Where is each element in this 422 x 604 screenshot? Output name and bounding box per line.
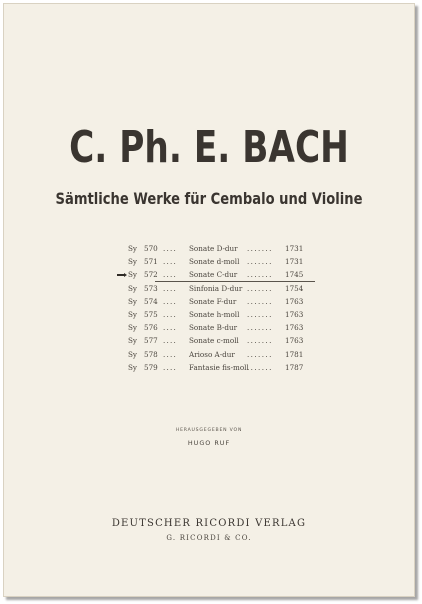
leader-dots: ....... (247, 349, 273, 359)
work-number: 577 (144, 336, 158, 346)
work-prefix: Sy (128, 296, 137, 306)
work-title: Sonate C-dur (189, 270, 238, 280)
work-row (125, 308, 315, 321)
work-title: Fantasie fis-moll (189, 362, 249, 372)
publisher-subtitle: G. RICORDI & CO. (166, 534, 252, 542)
work-row (125, 334, 315, 347)
publisher-name: DEUTSCHER RICORDI VERLAG (111, 518, 307, 529)
editor-name: HUGO RUF (187, 439, 231, 447)
leader-dots: ....... (247, 309, 273, 319)
work-prefix: Sy (128, 270, 137, 280)
work-title: Sonate d-moll (189, 257, 240, 267)
work-title: Sonate F-dur (189, 296, 237, 306)
work-title: Sonate c-moll (189, 336, 239, 346)
work-title: Sonate B-dur (189, 323, 238, 333)
work-prefix: Sy (128, 283, 137, 293)
work-title: Arioso A-dur (189, 349, 235, 359)
work-year: 1745 (285, 270, 304, 280)
leader-dots: .... (163, 270, 177, 280)
leader-dots: .... (163, 257, 177, 267)
work-year: 1731 (285, 257, 304, 267)
work-number: 579 (144, 362, 158, 372)
work-row (125, 255, 315, 268)
leader-dots: ....... (247, 257, 273, 267)
leader-dots: .... (163, 362, 177, 372)
work-year: 1754 (285, 283, 304, 293)
leader-dots: .... (163, 296, 177, 306)
work-number: 576 (144, 323, 158, 333)
work-number: 571 (144, 257, 158, 267)
leader-dots: ....... (247, 362, 273, 372)
leader-dots: .... (163, 244, 177, 253)
work-row-highlighted (125, 268, 315, 281)
leader-dots: .... (163, 309, 177, 319)
work-title: Sinfonia D-dur (189, 283, 243, 293)
score-cover (3, 3, 415, 597)
work-prefix: Sy (128, 336, 137, 346)
leader-dots: .... (163, 323, 177, 333)
work-row (125, 282, 315, 295)
leader-dots: ....... (247, 270, 273, 280)
work-year: 1787 (285, 362, 304, 372)
work-number: 574 (144, 296, 158, 306)
work-row (125, 361, 315, 374)
composer-name: C. Ph. E. BACH (69, 122, 349, 173)
work-prefix: Sy (128, 244, 137, 253)
work-title: Sonate h-moll (189, 309, 240, 319)
leader-dots: .... (163, 349, 177, 359)
work-prefix: Sy (128, 257, 137, 267)
work-year: 1731 (285, 244, 304, 253)
work-year: 1763 (285, 296, 304, 306)
leader-dots: .... (163, 283, 177, 293)
work-year: 1781 (285, 349, 304, 359)
work-row (125, 321, 315, 334)
work-row (125, 295, 315, 308)
work-prefix: Sy (128, 309, 137, 319)
arrow-marker-icon (117, 274, 125, 275)
editor-label: HERAUSGEGEBEN VON (175, 428, 243, 433)
leader-dots: ....... (247, 336, 273, 346)
leader-dots: ....... (247, 283, 273, 293)
work-year: 1763 (285, 309, 304, 319)
work-prefix: Sy (128, 362, 137, 372)
work-number: 578 (144, 349, 158, 359)
work-year: 1763 (285, 323, 304, 333)
leader-dots: ....... (247, 244, 273, 253)
work-prefix: Sy (128, 323, 137, 333)
collection-title: Sämtliche Werke für Cembalo und Violine (55, 189, 363, 208)
work-number: 573 (144, 283, 158, 293)
work-number: 570 (144, 244, 158, 253)
leader-dots: ....... (247, 323, 273, 333)
work-prefix: Sy (128, 349, 137, 359)
works-list (125, 242, 315, 374)
work-title: Sonate D-dur (189, 244, 238, 253)
leader-dots: .... (163, 336, 177, 346)
work-row (125, 242, 315, 255)
work-number: 572 (144, 270, 158, 280)
leader-dots: ....... (247, 296, 273, 306)
work-year: 1763 (285, 336, 304, 346)
work-number: 575 (144, 309, 158, 319)
work-row (125, 348, 315, 361)
